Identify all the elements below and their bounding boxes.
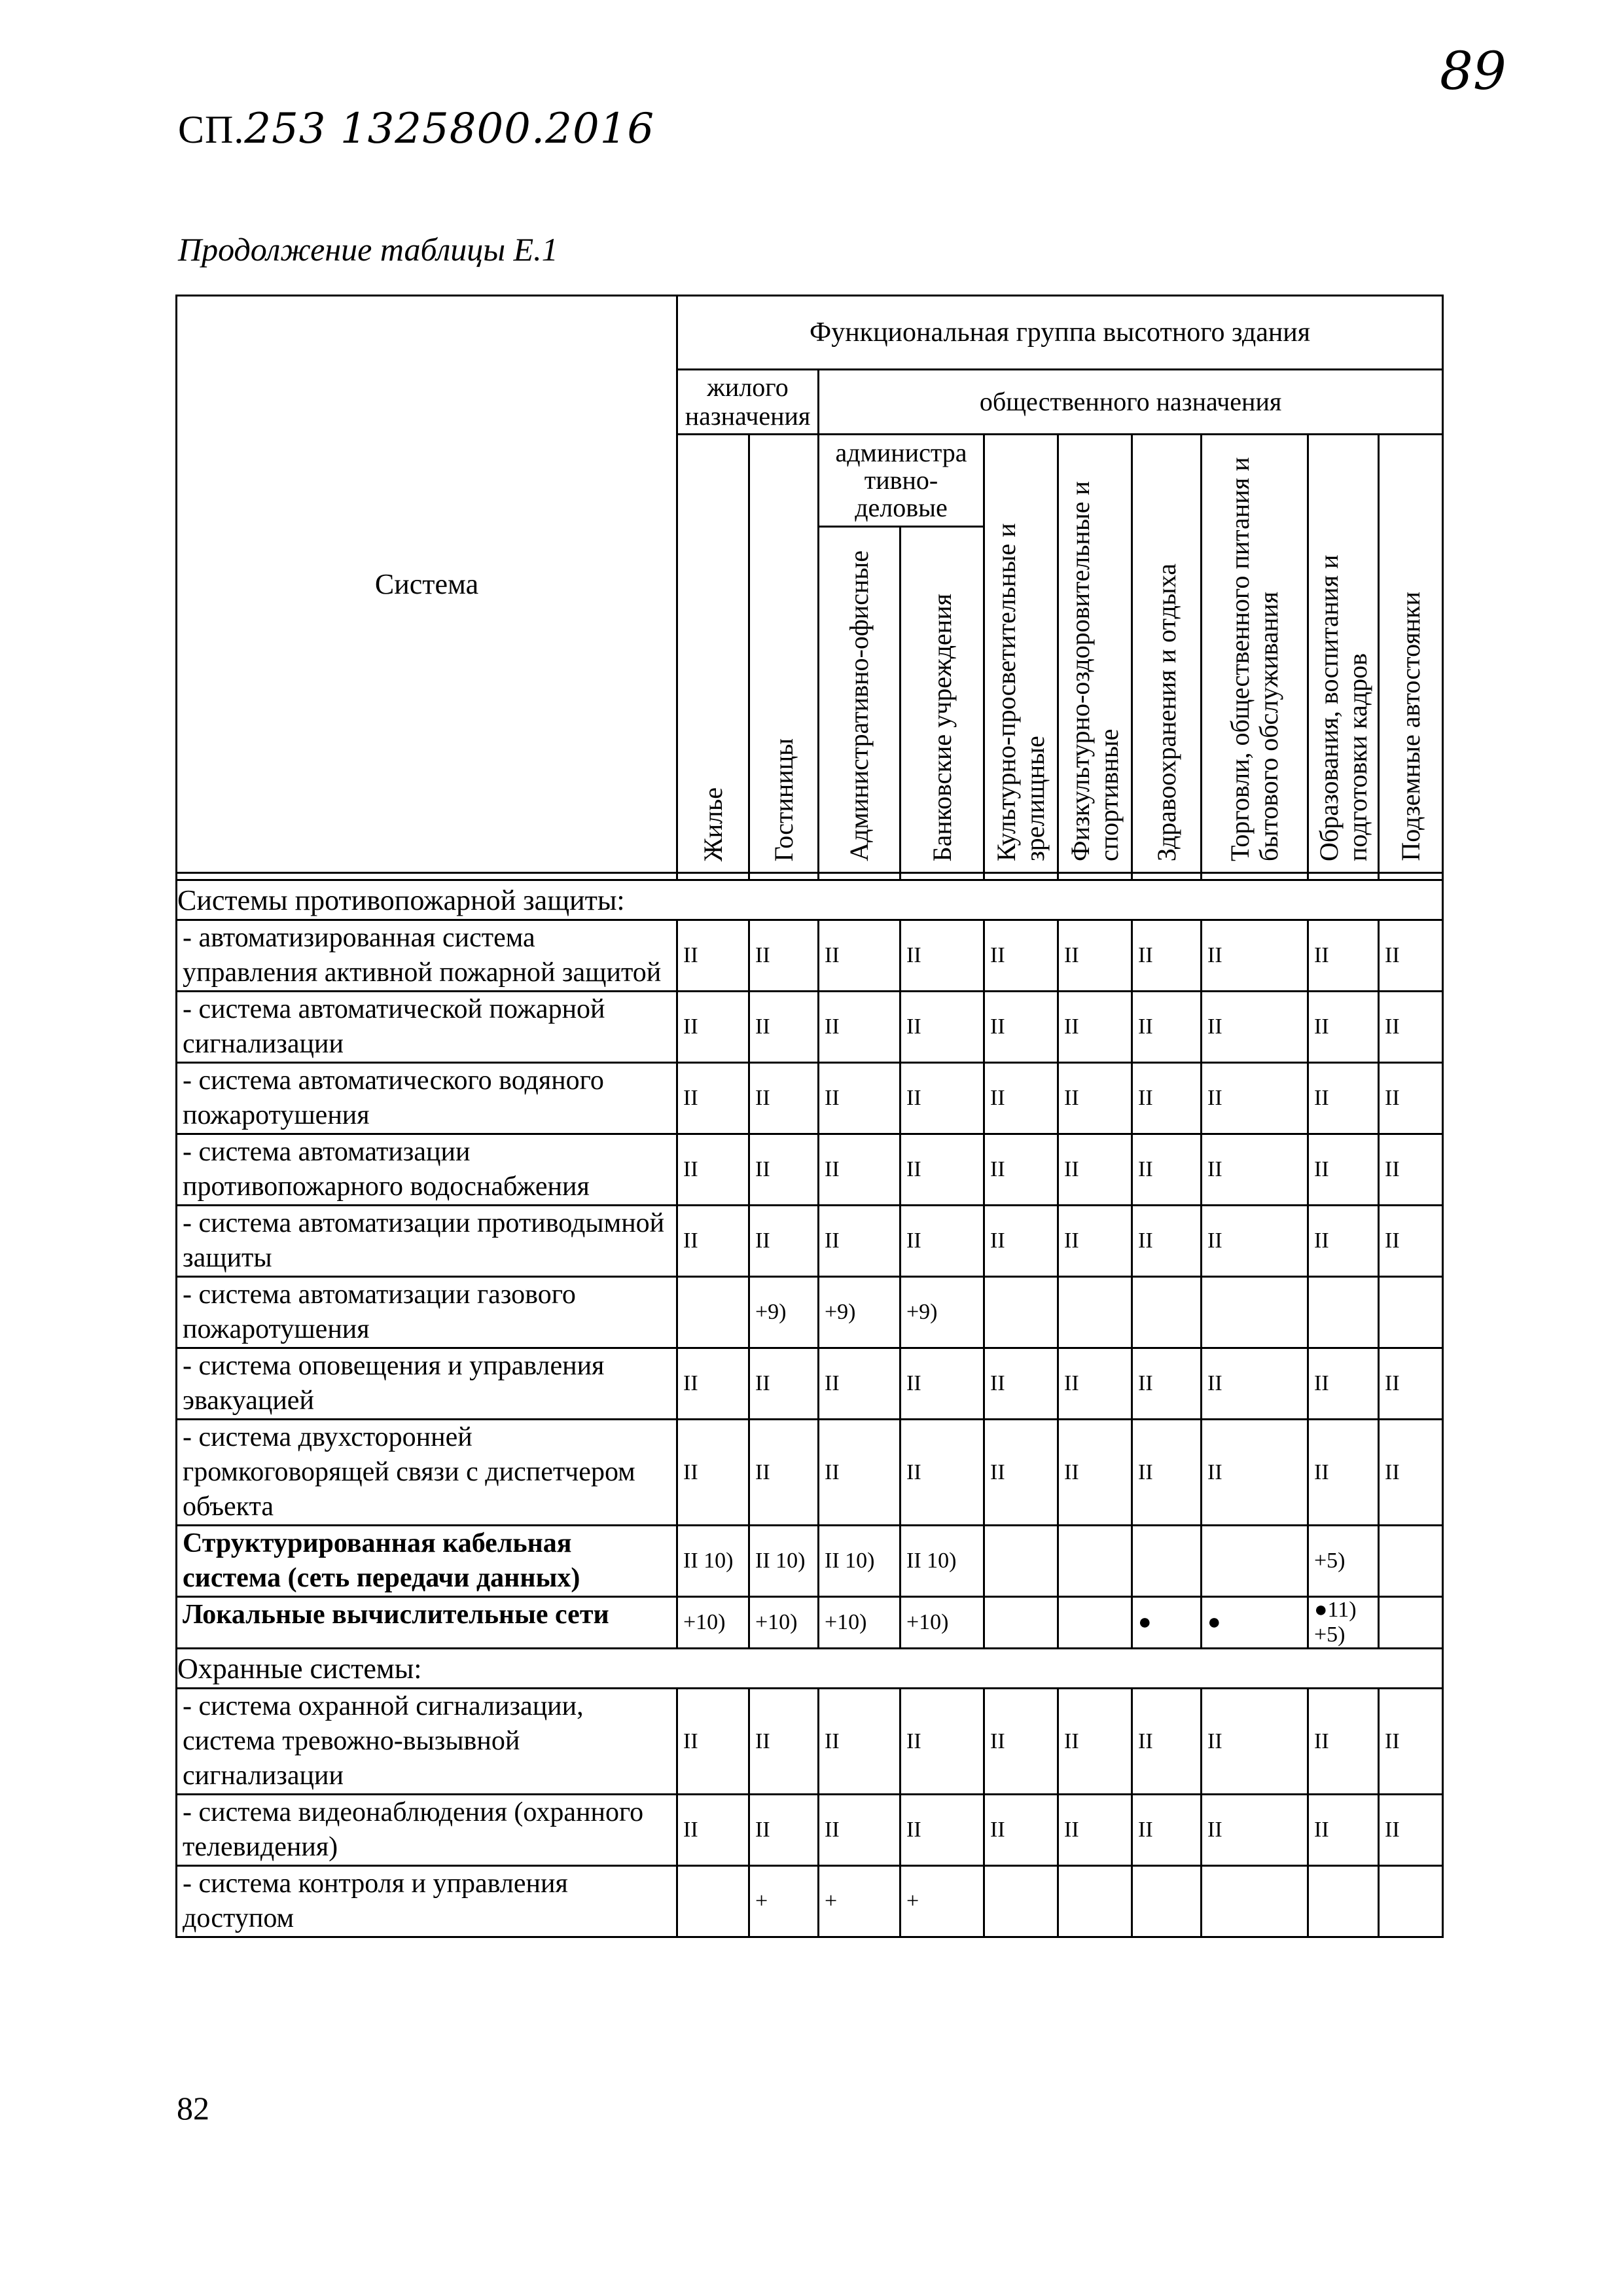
col-header: Здравоохранения и отдыха — [1132, 435, 1202, 873]
system-header: Система — [177, 296, 677, 873]
residential-header: жилого назначения — [677, 370, 819, 435]
table-row — [177, 920, 1443, 992]
gap-cell — [177, 873, 677, 880]
col-header: Гостиницы — [749, 435, 819, 873]
table-cell: II — [1308, 992, 1379, 1063]
table-row — [177, 992, 1443, 1063]
gap-cell — [1379, 873, 1443, 880]
table-cell — [1308, 1866, 1379, 1937]
table-cell: +10) — [901, 1597, 984, 1649]
table-cell — [1308, 1277, 1379, 1348]
table-cell: II — [749, 1795, 819, 1866]
table-cell: ● — [1202, 1597, 1308, 1649]
table-cell: +10) — [677, 1597, 749, 1649]
table-cell: II — [677, 1689, 749, 1795]
table-cell: +10) — [819, 1597, 901, 1649]
row-label: - система оповещения и управления эвакуацией — [177, 1348, 677, 1420]
table-body — [177, 873, 1443, 1937]
table-cell: II — [1308, 1348, 1379, 1420]
table-cell: II — [1202, 1348, 1308, 1420]
table-cell: II — [984, 1795, 1058, 1866]
table-cell: II — [819, 1063, 901, 1134]
table-cell: II — [1308, 1063, 1379, 1134]
gap-cell — [819, 873, 901, 880]
table-cell: II — [901, 1689, 984, 1795]
table-cell: II — [1058, 920, 1132, 992]
table-cell: + — [749, 1866, 819, 1937]
table-cell — [677, 1866, 749, 1937]
table-cell: II — [677, 1420, 749, 1526]
col-header: Банковские учреждения — [901, 527, 984, 873]
table-cell: +9) — [819, 1277, 901, 1348]
table-cell: II — [819, 1134, 901, 1206]
table-cell — [1379, 1526, 1443, 1597]
row-label: Структурированная кабельная система (сеть передачи данных) — [177, 1526, 677, 1597]
row-label: - система автоматизации противодымной защиты — [177, 1206, 677, 1277]
table-cell: II — [1379, 1795, 1443, 1866]
systems-table — [175, 295, 1444, 1938]
table-cell: II — [1132, 1063, 1202, 1134]
header-gap-row — [177, 873, 1443, 880]
col-header: Физкультурно-оздоровительные и спортивные — [1058, 435, 1132, 873]
row-label: - система автоматического водяного пожаротушения — [177, 1063, 677, 1134]
table-cell — [1132, 1866, 1202, 1937]
table-cell — [984, 1597, 1058, 1649]
row-label: - система автоматизации противопожарного водоснабжения — [177, 1134, 677, 1206]
table-cell: II — [1058, 1134, 1132, 1206]
table-row — [177, 1206, 1443, 1277]
table-cell: II — [1379, 1348, 1443, 1420]
admin-header: администра тивно-деловые — [819, 435, 984, 527]
table-cell: II — [1308, 1420, 1379, 1526]
table-cell: II — [1379, 1063, 1443, 1134]
table-cell — [1132, 1526, 1202, 1597]
table-row — [177, 1866, 1443, 1937]
table-cell: II — [901, 1795, 984, 1866]
table-cell: II — [1308, 1134, 1379, 1206]
gap-cell — [1132, 873, 1202, 880]
table-row — [177, 1526, 1443, 1597]
table-cell: II — [677, 1795, 749, 1866]
section-row — [177, 1649, 1443, 1689]
table-cell: II — [749, 1206, 819, 1277]
table-cell — [984, 1277, 1058, 1348]
table-cell — [1058, 1866, 1132, 1937]
table-cell: II — [1308, 1689, 1379, 1795]
table-cell — [1379, 1866, 1443, 1937]
table-cell: II — [819, 1206, 901, 1277]
table-cell — [1132, 1277, 1202, 1348]
table-cell: II — [1058, 1689, 1132, 1795]
col-header: Подземные автостоянки — [1379, 435, 1443, 873]
table-cell: +10) — [749, 1597, 819, 1649]
table-cell — [1202, 1526, 1308, 1597]
table-cell: II — [1058, 1795, 1132, 1866]
table-row — [177, 1597, 1443, 1649]
handwritten-page-number: 89 — [1440, 41, 1507, 101]
table-cell: II — [1379, 1134, 1443, 1206]
table-row — [177, 1420, 1443, 1526]
gap-cell — [1058, 873, 1132, 880]
table-cell: II — [749, 920, 819, 992]
table-cell: II — [1058, 992, 1132, 1063]
table-cell: II — [819, 1420, 901, 1526]
table-caption: Продолжение таблицы Е.1 — [178, 231, 558, 268]
gap-cell — [1202, 873, 1308, 880]
table-cell — [1379, 1277, 1443, 1348]
table-cell: II — [749, 1420, 819, 1526]
table-cell: II — [819, 992, 901, 1063]
table-cell: +9) — [901, 1277, 984, 1348]
table-cell: II — [901, 1206, 984, 1277]
page-number: 82 — [177, 2090, 209, 2126]
table-cell: II — [1058, 1420, 1132, 1526]
table-cell: II — [901, 1134, 984, 1206]
table-cell: II — [677, 992, 749, 1063]
table-cell: + — [901, 1866, 984, 1937]
gap-cell — [984, 873, 1058, 880]
table-cell: II — [1132, 1689, 1202, 1795]
table-cell — [1058, 1277, 1132, 1348]
table-cell — [1058, 1526, 1132, 1597]
table-cell: II — [749, 992, 819, 1063]
code-handwritten: 253 1325800.2016 — [244, 105, 655, 153]
table-cell: II — [1202, 1063, 1308, 1134]
table-row — [177, 1134, 1443, 1206]
table-cell: II 10) — [749, 1526, 819, 1597]
table-cell: II 10) — [901, 1526, 984, 1597]
row-label: - система контроля и управления доступом — [177, 1866, 677, 1937]
table-cell: II — [1058, 1063, 1132, 1134]
table-cell: II — [1379, 920, 1443, 992]
table-cell: II — [819, 1795, 901, 1866]
gap-cell — [749, 873, 819, 880]
table-cell: II — [901, 920, 984, 992]
table-cell: II — [1132, 992, 1202, 1063]
table-cell — [1058, 1597, 1132, 1649]
table-cell: II — [1308, 1795, 1379, 1866]
table-cell: II — [1202, 1206, 1308, 1277]
table-cell: II — [1202, 1134, 1308, 1206]
table-cell: II — [677, 1206, 749, 1277]
function-group-header: Функциональная группа высотного здания — [677, 296, 1443, 370]
table-cell: II — [1132, 1420, 1202, 1526]
table-cell: II — [984, 1063, 1058, 1134]
table-cell: ● — [1132, 1597, 1202, 1649]
table-cell — [1379, 1597, 1443, 1649]
row-label: - система автоматизации газового пожаротушения — [177, 1277, 677, 1348]
gap-cell — [677, 873, 749, 880]
row-label: - система видеонаблюдения (охранного телевидения) — [177, 1795, 677, 1866]
table-cell: II — [819, 1348, 901, 1420]
table-cell: II — [1202, 1689, 1308, 1795]
public-header: общественного назначения — [819, 370, 1443, 435]
col-header: Торговли, общественного питания и бытового обслуживания — [1202, 435, 1308, 873]
table-cell: II — [984, 920, 1058, 992]
table-cell: II — [1379, 992, 1443, 1063]
gap-cell — [901, 873, 984, 880]
table-cell: II — [901, 992, 984, 1063]
table-cell: II 10) — [677, 1526, 749, 1597]
table-cell: + — [819, 1866, 901, 1937]
table-row — [177, 1348, 1443, 1420]
table-cell: II — [1132, 1134, 1202, 1206]
table-cell: II — [1058, 1348, 1132, 1420]
table-row — [177, 1063, 1443, 1134]
table-cell: II — [1202, 920, 1308, 992]
table-cell: II — [819, 920, 901, 992]
document-code — [178, 105, 654, 153]
table-cell: II — [1132, 920, 1202, 992]
row-label: - система автоматической пожарной сигнализации — [177, 992, 677, 1063]
gap-cell — [1308, 873, 1379, 880]
table-cell: II — [677, 1063, 749, 1134]
table-cell: II — [1379, 1689, 1443, 1795]
table-cell — [677, 1277, 749, 1348]
table-cell: II — [901, 1348, 984, 1420]
table-cell: II — [1132, 1206, 1202, 1277]
table-cell: II 10) — [819, 1526, 901, 1597]
section-row — [177, 880, 1443, 920]
table-cell: II — [984, 1134, 1058, 1206]
table-cell: II — [749, 1134, 819, 1206]
row-label: Локальные вычислительные сети — [177, 1597, 677, 1649]
row-label: - система двухсторонней громкоговорящей связи с диспетчером объекта — [177, 1420, 677, 1526]
col-header: Жилье — [677, 435, 749, 873]
table-cell: II — [984, 1348, 1058, 1420]
table-cell: II — [1058, 1206, 1132, 1277]
table-cell: II — [1132, 1348, 1202, 1420]
table-cell: II — [677, 920, 749, 992]
table-cell: II — [1308, 920, 1379, 992]
table-cell: II — [1308, 1206, 1379, 1277]
table-cell: II — [1202, 992, 1308, 1063]
col-header: Административно-офисные — [819, 527, 901, 873]
table-cell: II — [1132, 1795, 1202, 1866]
table-cell: II — [984, 992, 1058, 1063]
table-cell: II — [677, 1134, 749, 1206]
section-label: Охранные системы: — [177, 1649, 1443, 1689]
table-cell: ●11) +5) — [1308, 1597, 1379, 1649]
table-cell: +5) — [1308, 1526, 1379, 1597]
row-label: - система охранной сигнализации, система тревожно-вызывной сигнализации — [177, 1689, 677, 1795]
table-cell: +9) — [749, 1277, 819, 1348]
row-label: - автоматизированная система управления активной пожарной защитой — [177, 920, 677, 992]
table-cell: II — [984, 1206, 1058, 1277]
col-header: Образования, воспитания и подготовки кадров — [1308, 435, 1379, 873]
table-cell: II — [901, 1063, 984, 1134]
table-cell: II — [749, 1689, 819, 1795]
col-header: Культурно-просветительные и зрелищные — [984, 435, 1058, 873]
table-cell: II — [1379, 1420, 1443, 1526]
table-cell — [1202, 1866, 1308, 1937]
table-cell — [984, 1866, 1058, 1937]
table-cell: II — [749, 1348, 819, 1420]
table-cell: II — [677, 1348, 749, 1420]
table-cell: II — [819, 1689, 901, 1795]
table-cell — [1202, 1277, 1308, 1348]
table-cell: II — [1202, 1420, 1308, 1526]
table-row — [177, 1277, 1443, 1348]
code-prefix: СП. — [178, 108, 245, 151]
table-cell: II — [1202, 1795, 1308, 1866]
section-label: Системы противопожарной защиты: — [177, 880, 1443, 920]
table-cell: II — [984, 1420, 1058, 1526]
table-cell: II — [901, 1420, 984, 1526]
table-cell: II — [1379, 1206, 1443, 1277]
table-cell — [984, 1526, 1058, 1597]
table-cell: II — [749, 1063, 819, 1134]
table-row — [177, 1689, 1443, 1795]
table-row — [177, 1795, 1443, 1866]
table-cell: II — [984, 1689, 1058, 1795]
